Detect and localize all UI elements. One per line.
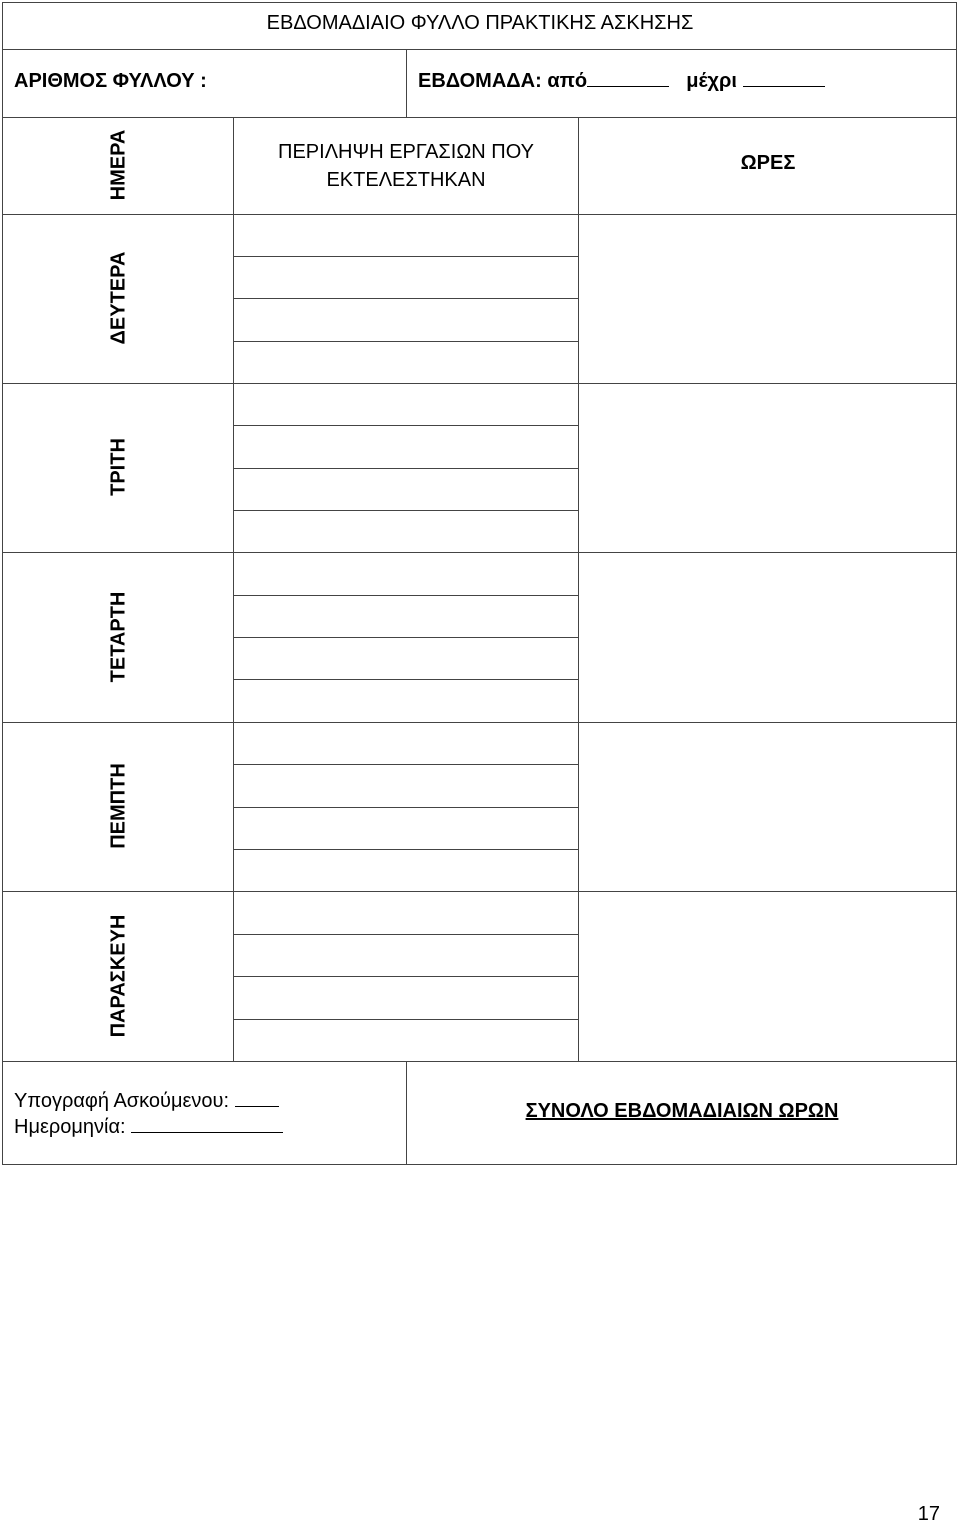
description-line (233, 341, 578, 342)
description-line (233, 298, 578, 299)
from-label: από (547, 70, 588, 92)
description-line (233, 976, 578, 977)
description-line (233, 679, 578, 680)
description-line (233, 849, 578, 850)
description-line (233, 637, 578, 638)
divider (406, 1061, 407, 1165)
divider (2, 722, 957, 723)
description-line (233, 595, 578, 596)
signature-field[interactable] (235, 1105, 279, 1107)
to-date-field[interactable] (743, 85, 825, 87)
divider (2, 1061, 957, 1062)
description-line (233, 510, 578, 511)
total-hours-label: ΣΥΝΟΛΟ ΕΒΔΟΜΑΔΙΑΙΩΝ ΩΡΩΝ (525, 1100, 839, 1122)
description-line (233, 1019, 578, 1020)
divider (406, 49, 407, 117)
to-label: μέχρι (686, 70, 737, 92)
week-label: ΕΒΔΟΜΑΔΑ: (418, 70, 542, 92)
from-date-field[interactable] (587, 85, 669, 87)
description-header: ΠΕΡΙΛΗΨΗ ΕΡΓΑΣΙΩΝ ΠΟΥ ΕΚΤΕΛΕΣΤΗΚΑΝ (278, 141, 534, 191)
divider (233, 117, 234, 1062)
page-number: 17 (917, 1503, 940, 1525)
divider (2, 552, 957, 553)
description-line (233, 807, 578, 808)
description-line (233, 256, 578, 257)
divider (2, 891, 957, 892)
signature-block (14, 1088, 283, 1140)
signature-label: Υπογραφή Ασκούμενου: (14, 1090, 230, 1112)
day-label-monday: ΔΕΥΤΕΡΑ (107, 251, 130, 345)
divider (2, 117, 957, 118)
day-label-wednesday: ΤΕΤΑΡΤΗ (107, 591, 130, 683)
divider (2, 214, 957, 215)
day-label-friday: ΠΑΡΑΣΚΕΥΗ (107, 914, 130, 1038)
page-title: ΕΒΔΟΜΑΔΙΑΙΟ ΦΥΛΛΟ ΠΡΑΚΤΙΚΗΣ ΑΣΚΗΣΗΣ (266, 12, 694, 34)
description-line (233, 764, 578, 765)
divider (2, 49, 957, 50)
sheet-number-label: ΑΡΙΘΜΟΣ ΦΥΛΛΟΥ : (14, 70, 207, 92)
date-label: Ημερομηνία: (14, 1116, 126, 1138)
day-header: ΗΜΕΡΑ (107, 129, 130, 201)
divider (2, 383, 957, 384)
description-line (233, 468, 578, 469)
date-field[interactable] (131, 1131, 283, 1133)
week-range (418, 70, 825, 93)
divider (578, 117, 579, 1062)
day-label-tuesday: ΤΡΙΤΗ (107, 438, 130, 496)
hours-header: ΩΡΕΣ (740, 152, 796, 174)
description-line (233, 425, 578, 426)
description-line (233, 934, 578, 935)
day-label-thursday: ΠΕΜΠΤΗ (107, 763, 130, 849)
